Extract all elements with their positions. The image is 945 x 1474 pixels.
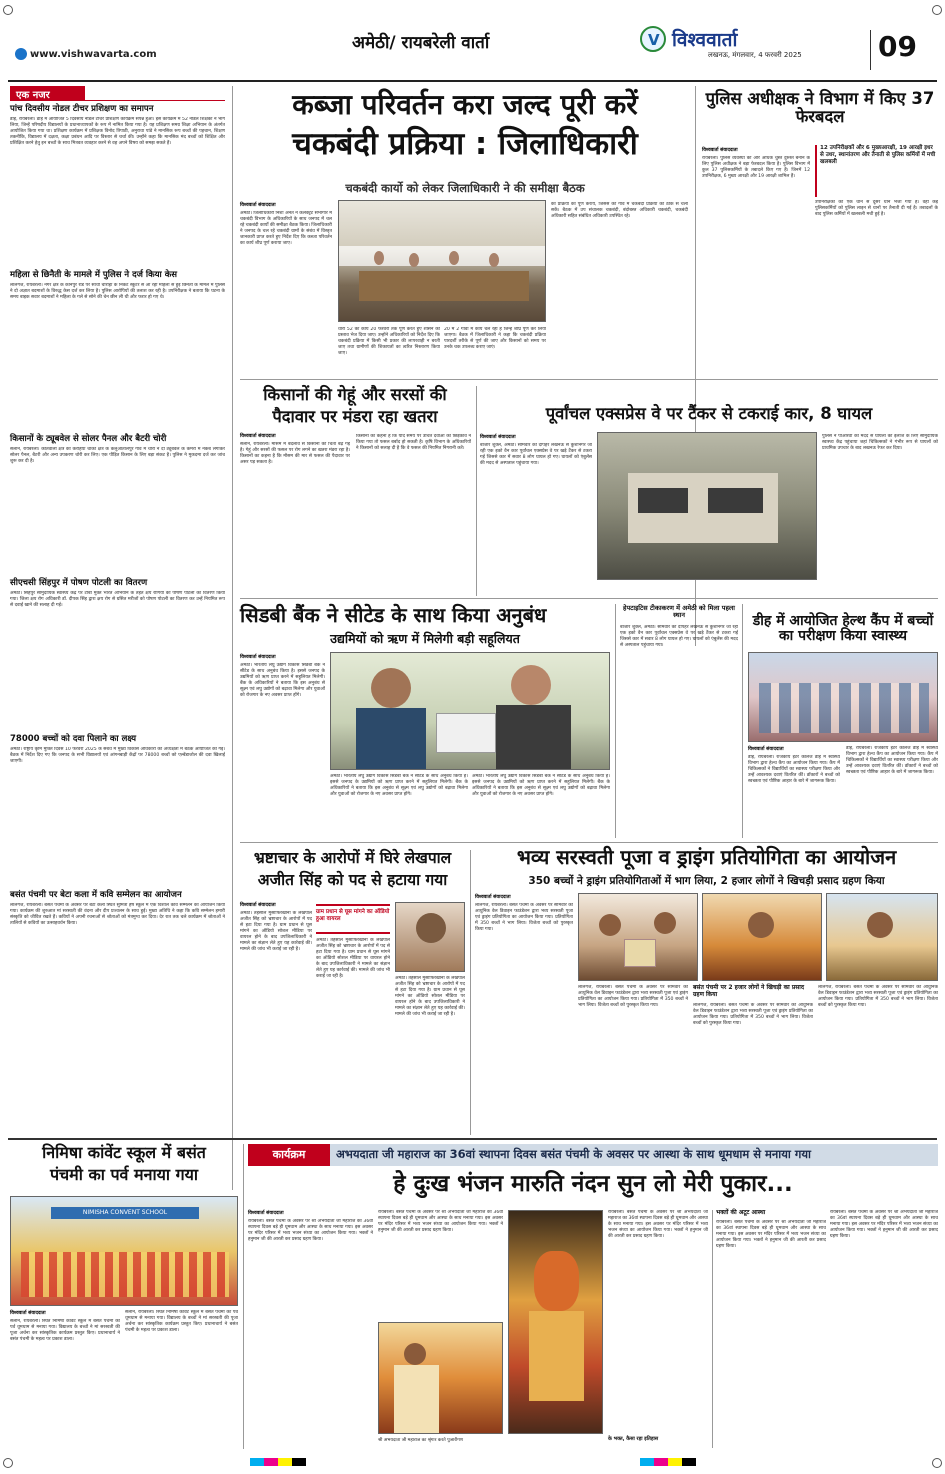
program-body: रायबरेली। बसंत पंचमी के अवसर पर श्री अभयदाता जी महाराज का 36वां स्थापना दिवस बड़े ही धूमधाम और आस्था के साथ मनाया गया। इस अवसर पर मंदिर परिसर में भव्य भजन संध्या का आयोजन किया गया। भक्तों ने हनुमान जी की आरती कर प्रसाद ग्रहण किया। <box>830 1210 938 1239</box>
health-camp-photo <box>748 652 938 742</box>
sidebar-item-body: लालगंज, रायबरेली। नगर क्षेत्र के कानपुर रोड पर साथी चौराहा के निकट स्कूटर से आ रही महिला से हुई छिनैती के मामले में पुलिस ने दो अज्ञात बदमाशों के विरुद्ध केस दर्ज कर लिया है। पुलिस आरोपियों की तलाश कर रही है। उपनिरीक्षक ने बताया कि घटना के समय बाइक सवार बदमाशों ने महिला के गले से सोने की चेन छीन ली थी और फरार हो गए थे। <box>10 283 225 300</box>
sidebar-item-title: 78000 बच्चों को दवा पिलाने का लक्ष्य <box>10 734 137 744</box>
program-side-title: भक्तों की अटूट आस्था <box>716 1209 766 1216</box>
color-bar <box>278 1458 292 1466</box>
hanuman-idol-photo <box>508 1210 603 1434</box>
corruption-pullquote: ग्राम प्रधान से घूस मांगने का ऑडियो हुआ वायरल <box>316 904 390 934</box>
registration-mark <box>3 1458 13 1468</box>
program-body: रायबरेली। बसंत पंचमी के अवसर पर श्री अभयदाता जी महाराज का 36वां स्थापना दिवस बड़े ही धूमधाम और आस्था के साथ मनाया गया। इस अवसर पर मंदिर परिसर में भव्य भजन संध्या का आयोजन किया गया। भक्तों ने हनुमान जी की आरती कर प्रसाद ग्रहण किया। <box>716 1220 826 1249</box>
lead-subheadline: चकबंदी कार्यो को लेकर जिलाधिकारी ने की समीक्षा बैठक <box>345 181 585 195</box>
sidebar-label-rule <box>85 100 225 101</box>
sidebar-item-body: अमेठी। राष्ट्रीय कृमि मुक्ति दिवस 10 फरवरी 2025 के संबंध में मुख्य विकास अधिकारी की अध्यक्षता में बैठक आयोजित की गई। बैठक में निर्देश दिए गए कि जनपद के सभी विद्यालयों एवं आंगनबाड़ी केंद्रों पर 78000 बच्चों को एल्बेंडाजोल की दवा खिलाई जाएगी। <box>10 747 225 764</box>
globe-icon <box>15 48 27 60</box>
sidebar-label: एक नजर <box>16 90 50 101</box>
section-rule <box>240 598 938 599</box>
lekhpal-photo <box>395 902 465 972</box>
column-divider <box>243 1144 244 1449</box>
sidebar-item-title: बसंत पंचमी पर बेटा कला में कवि सम्मेलन का आयोजन <box>10 890 182 900</box>
byline: विश्ववार्ता संवाददाता <box>748 747 784 752</box>
header-rule <box>8 80 937 82</box>
program-body: रायबरेली। बसंत पंचमी के अवसर पर श्री अभयदाता जी महाराज का 36वां स्थापना दिवस बड़े ही धूमधाम और आस्था के साथ मनाया गया। इस अवसर पर मंदिर परिसर में भव्य भजन संध्या का आयोजन किया गया। भक्तों ने हनुमान जी की आरती कर प्रसाद ग्रहण किया। <box>248 1219 373 1242</box>
sidebar-item-body: सलोन, रायबरेली। कोतवाली क्षेत्र की करहिया चौकी क्षेत्र के कलुआतालपुर गांव में चोरों ने दो ट्यूबवेल के कमरों में नकब लगाकर सोलर पैनल, बैटरी और अन्य उपकरण चोरी कर लिए। एक पीड़ित किसान के लिए बड़ा संकट है। पुलिस ने मुकदमा दर्ज कर जांच शुरू कर दी है। <box>10 447 225 464</box>
color-bar <box>264 1458 278 1466</box>
corruption-headline: अजीत सिंह को पद से हटाया गया <box>257 871 448 889</box>
expressway-headline: पूर्वांचल एक्सप्रेस वे पर टैंकर से टकराई कार, 8 घायल <box>545 404 873 423</box>
program-caption: श्री अभयदाता जी महाराज का श्रृंगार करते पुजारीगण <box>378 1438 464 1443</box>
program-body: रायबरेली। बसंत पंचमी के अवसर पर श्री अभयदाता जी महाराज का 36वां स्थापना दिवस बड़े ही धूमधाम और आस्था के साथ मनाया गया। इस अवसर पर मंदिर परिसर में भव्य भजन संध्या का आयोजन किया गया। भक्तों ने हनुमान जी की आरती कर प्रसाद ग्रहण किया। <box>378 1210 503 1233</box>
lead-body: धारा 52 का कार्य 20 फरवरी तक पूर्ण करते हुए शासन को प्रस्ताव भेज दिया जाए। उन्होंने अधिकारियों को निर्देश दिए कि चकबंदी प्रक्रिया में किसी भी प्रकार की लापरवाही न बरती जाए तथा ग्रामीणों की शिकायतों का त्वरित निस्तारण किया जाए। <box>338 327 440 356</box>
sidebar-item-body: लालगंज, रायबरेली। बसंत पंचमी के अवसर पर बेटा कला स्थित सुमित्रा हर्ष स्कूल में एक विशाल कवि सम्मेलन का आयोजन किया गया। कार्यक्रम की शुरुआत मां सरस्वती की वंदना और दीप प्रज्वलन के साथ हुई। मुख्य अतिथि ने कहा कि कवि सम्मेलन हमारी संस्कृति को जीवित रखते हैं। कवियों ने अपनी रचनाओं से श्रोताओं को मंत्रमुग्ध कर दिया। देर रात तक चले कार्यक्रम में श्रोताओं ने तालियों से कवियों का उत्साहवर्धन किया। <box>10 903 225 926</box>
byline: विश्ववार्ता संवाददाता <box>240 203 276 208</box>
sidebar-item-body: डीह, रायबरेली। डीह में आयोजित 5 दिवसीय नोडल टीचर प्रशिक्षण कार्यक्रम संपन्न हुआ। इस कार्यक्रम में 52 नोडल शिक्षकों ने भाग लिया, जिन्हें परिषदीय विद्यालयों के प्रधानाध्यापकों के रूप में नामित किया गया है। यह प्रशिक्षण समग्र शिक्षा अभियान के अंतर्गत आयोजित किया गया था। प्रशिक्षण कार्यक्रम में प्रशिक्षक विनोद त्रिपाठी, अनुराधा पांडे ने मानसिक रूप बच्चों की पहचान, शिक्षण तकनीकि, विद्यालय में दक्षता, कक्षा प्रबंधन आदि पर विस्तार से चर्चा की। उन्होंने कहा कि मानसिक मंद बच्चों को शिक्षित और प्रशिक्षित करने हेतु इन बच्चों के साथ मित्रवत व्यवहार करने से वह अपने विषय को समझ सकते हैं। <box>10 117 225 146</box>
saraswati-body: लालगंज, रायबरेली। बसंत पंचमी के अवसर पर सोमवार को आधुनिक वेल डिवाइन फाउंडेशन द्वारा भव्य सरस्वती पूजा एवं ड्राइंग प्रतियोगिता का आयोजन किया गया। प्रतियोगिता में 350 बच्चों ने भाग लिया। विजेता बच्चों को पुरस्कृत किया गया। <box>475 903 573 932</box>
program-label: कार्यक्रम <box>248 1144 330 1166</box>
color-bar <box>250 1458 264 1466</box>
sidebar-item-title: सीएचसी सिंहपुर में पोषण पोटली का वितरण <box>10 578 148 588</box>
column-divider <box>476 386 477 596</box>
sidbi-subheadline: उद्यमियों को ऋण में मिलेगी बड़ी सहूलियत <box>330 631 520 646</box>
corruption-body: अमेठी। तहसील मुसाफिरखाना के लेखपाल अजीत सिंह को भ्रष्टाचार के आरोपों में पद से हटा दिया गया है। ग्राम प्रधान से घूस मांगने का ऑडियो सोशल मीडिया पर वायरल होने के बाद उपजिलाधिकारी ने मामले का संज्ञान लेते हुए यह कार्रवाई की। मामले की जांच भी कराई जा रही है। <box>395 976 465 1017</box>
registration-mark <box>3 5 13 15</box>
sidebar-item-title: किसानों के ट्यूबवेल से सोलर पैनल और बैटरी चोरी <box>10 434 167 444</box>
program-strip <box>248 1144 938 1166</box>
police-body: उपनिरीक्षकों को एक थाने से दूसरे थाने भेजा गया है। वहीं कई पुलिसकर्मियों को पुलिस लाइन से थानों पर तैनाती दी गई है। तबादलों के बाद पुलिस कर्मियों में खलबली मची हुई है। <box>815 200 938 217</box>
accident-photo <box>597 432 817 580</box>
corruption-headline: भ्रष्टाचार के आरोपों में घिरे लेखपाल <box>253 849 452 867</box>
sidbi-body: अमेठी। भारतीय लघु उद्योग विकास सिडबी बैंक ने सीटेड के साथ अनुबंध किया है। इससे जनपद के उद्यमियों को ऋण प्राप्त करने में सहूलियत मिलेगी। बैंक के अधिकारियों ने बताया कि इस अनुबंध से सूक्ष्म एवं लघु उद्योगों को बढ़ावा मिलेगा और युवाओं को रोजगार के नए अवसर प्राप्त होंगे। <box>330 774 468 797</box>
nimisha-banner: NIMISHA CONVENT SCHOOL <box>51 1207 199 1219</box>
expressway-body: बाजार शुक्ल, अमेठी। सोमवार को दोपहर लखनऊ से कुशीनगर जा रही एक इको वैन कार पूर्वांचल एक्सप्रेस वे पर खड़े टैंकर से टकरा गई जिससे कार में सवार 8 लोग घायल हो गए। घायलों को एंबुलेंस की मदद से अस्पताल पहुंचाया गया। <box>480 443 592 466</box>
saraswati-body: लालगंज, रायबरेली। बसंत पंचमी के अवसर पर सोमवार को आधुनिक वेल डिवाइन फाउंडेशन द्वारा भव्य सरस्वती पूजा एवं ड्राइंग प्रतियोगिता का आयोजन किया गया। प्रतियोगिता में 350 बच्चों ने भाग लिया। विजेता बच्चों को पुरस्कृत किया गया। <box>818 985 938 1008</box>
police-highlight: 12 उपनिरीक्षकों और 6 मुख्यआरक्षी, 19 आरक्षी इधर से उधर, स्थानांतरण और तैनाती से पुलिस कर्मियों में मची खलबली <box>815 145 938 197</box>
saraswati-subheadline: 350 बच्चों ने ड्राइंग प्रतियोगिताओं में भाग लिया, 2 हजार लोगों ने खिचड़ी प्रसाद ग्रहण किया <box>528 875 885 887</box>
lead-headline: चकबंदी प्रक्रिया : जिलाधिकारी <box>292 126 638 162</box>
section-rule <box>8 1138 937 1140</box>
color-bar <box>654 1458 668 1466</box>
lead-headline: कब्जा परिवर्तन करा जल्द पूरी करें <box>292 88 638 121</box>
saraswati-headline: भव्य सरस्वती पूजा व ड्राइंग प्रतियोगिता का आयोजन <box>516 845 897 869</box>
prize-photo <box>578 893 698 981</box>
farmers-body: सलोन, रायबरेली। मौसम में बदलाव से किसानों की चिंता बढ़ गई है। गेहूं और सरसों की फसल पर रोग लगने का खतरा मंडरा रहा है। किसानों का कहना है कि मौसम की मार से फसल की पैदावार पर असर पड़ सकता है। <box>240 442 350 465</box>
section-rule <box>240 379 938 380</box>
byline: विश्ववार्ता संवाददाता <box>240 655 276 660</box>
prize-photo <box>702 893 822 981</box>
website-url[interactable]: www.vishwavarta.com <box>30 49 157 60</box>
color-bar <box>292 1458 306 1466</box>
registration-mark <box>932 1458 942 1468</box>
nimisha-headline: निमिषा कांवेंट स्कूल में बसंत <box>42 1143 206 1162</box>
police-body: रायबरेली। पुलिस व्यवस्था को और अधिक चुस्त दुरुस्त बनाने के लिए पुलिस अधीक्षक ने बड़ा फेरबदल किया है। पुलिस विभाग में कुल 37 पुलिसकर्मियों के तबादले किए गए हैं। जिनमें 12 उपनिरीक्षक, 6 मुख्य आरक्षी और 19 आरक्षी शामिल हैं। <box>702 156 810 179</box>
section-rule <box>240 842 938 843</box>
lead-body: की प्रक्रिया को पूर्ण करायें, जिससे की गांव में चकबंदी प्रक्रिया को ठीक से चला सकें। बैठक में उप संचालक चकबंदी, बंदोबस्त अधिकारी चकबंदी, चकबंदी अधिकारी सहित संबंधित अधिकारी उपस्थित रहे। <box>551 202 688 219</box>
expressway-body: पुलिस ने पीआरवी की मदद से घायलों को इलाज के लिए सामुदायिक स्वास्थ्य केंद्र पहुंचाया जहां चिकित्सकों ने गंभीर रूप से घायलों को प्राथमिक उपचार के बाद लखनऊ रेफर कर दिया। <box>822 434 938 451</box>
nimisha-photo <box>10 1196 238 1306</box>
nimisha-body: सलोन, रायबरेली। स्थित निमिषा कांवेंट स्कूल में बसंत पंचमी का पर्व धूमधाम से मनाया गया। विद्यालय के बच्चों ने मां सरस्वती की पूजा अर्चना कर सांस्कृतिक कार्यक्रम प्रस्तुत किए। प्रधानाचार्य ने बसंत पंचमी के महत्व पर प्रकाश डाला। <box>10 1319 120 1342</box>
color-bar <box>682 1458 696 1466</box>
column-divider <box>232 86 233 1190</box>
program-headline: हे दुःख भंजन मारुति नंदन सुन लो मेरी पुकार... <box>393 1171 793 1197</box>
sidbi-photo <box>330 652 610 770</box>
program-strip-text: अभयदाता जी महाराज का 36वां स्थापना दिवस बसंत पंचमी के अवसर पर आस्था के साथ धूमधाम से मनाया गया <box>336 1147 812 1161</box>
prize-photo <box>826 893 938 981</box>
header-divider <box>870 30 871 70</box>
column-divider <box>470 850 471 1135</box>
sidebar-item-title: पांच दिवसीय नोडल टीचर प्रशिक्षण का समापन <box>10 104 154 114</box>
hepatitis-caption: हेपटाइटिस टीकाकरण में अमेठी को मिला पहला स्थान <box>623 604 735 620</box>
dateline: लखनऊ, मंगलवार, 4 फरवरी 2025 <box>708 51 802 59</box>
health-headline: डीह में आयोजित हेल्थ कैंप में बच्चों का परीक्षण किया स्वास्थ्य <box>752 613 934 645</box>
sidebar-item-body: अमेठी। सिंहपुर सामुदायिक स्वास्थ्य केंद्र पर टीबी मुक्त भारत अभियान के तहत क्षय रोगियों को पोषण पोटली का वितरण किया गया। जिला क्षय रोग अधिकारी डॉ. दीपक सिंह द्वारा क्षय रोग से ग्रसित मरीजों को पोषण पोटली का वितरण कर उन्हें नियमित रूप से दवाई खाने की सलाह दी गई। <box>10 591 225 608</box>
health-body: डीह, रायबरेली। राजकीय इंटर कॉलेज डीह में स्वास्थ्य विभाग द्वारा हेल्थ कैंप का आयोजन किया गया। कैंप में चिकित्सकों ने विद्यार्थियों का स्वास्थ्य परीक्षण किया और उन्हें आवश्यक दवाएं वितरित कीं। डॉक्टरों ने बच्चों को स्वच्छता एवं पौष्टिक आहार के बारे में जागरूक किया। <box>846 746 938 775</box>
lead-body: 20 में 2 गांवों में कार्य चल रहा है जिन्हें शीघ्र पूर्ण कर लिया जाएगा। बैठक में जिलाधिकारी ने कहा कि चकबंदी प्रक्रिया पारदर्शी तरीके से पूर्ण की जाए और किसानों को समय पर उनके चक उपलब्ध कराए जाएं। <box>444 327 546 350</box>
sidebar <box>10 86 225 1190</box>
brand-logo: V <box>640 26 666 52</box>
byline: विश्ववार्ता संवाददाता <box>240 903 276 908</box>
police-headline: पुलिस अधीक्षक ने विभाग में किए 37 फेरबदल <box>705 89 935 127</box>
byline: विश्ववार्ता संवाददाता <box>248 1211 284 1216</box>
nimisha-body: सलोन, रायबरेली। स्थित निमिषा कांवेंट स्कूल में बसंत पंचमी का पर्व धूमधाम से मनाया गया। विद्यालय के बच्चों ने मां सरस्वती की पूजा अर्चना कर सांस्कृतिक कार्यक्रम प्रस्तुत किए। प्रधानाचार्य ने बसंत पंचमी के महत्व पर प्रकाश डाला। <box>125 1310 238 1333</box>
column-divider <box>615 604 616 838</box>
sidbi-headline: सिडबी बैंक ने सीटेड के साथ किया अनुबंध <box>240 603 547 627</box>
sidebar-label-box <box>10 86 85 101</box>
saraswati-body: लालगंज, रायबरेली। बसंत पंचमी के अवसर पर सोमवार को आधुनिक वेल डिवाइन फाउंडेशन द्वारा भव्य सरस्वती पूजा एवं ड्राइंग प्रतियोगिता का आयोजन किया गया। प्रतियोगिता में 350 बच्चों ने भाग लिया। विजेता बच्चों को पुरस्कृत किया गया। <box>693 1003 813 1026</box>
byline: विश्ववार्ता संवाददाता <box>475 895 511 900</box>
registration-mark <box>932 5 942 15</box>
nimisha-headline: पंचमी का पर्व मनाया गया <box>49 1165 199 1184</box>
farmers-headline: पैदावार पर मंडरा रहा खतरा <box>272 407 438 426</box>
byline: विश्ववार्ता संवाददाता <box>240 434 276 439</box>
corruption-body: अमेठी। तहसील मुसाफिरखाना के लेखपाल अजीत सिंह को भ्रष्टाचार के आरोपों में पद से हटा दिया गया है। ग्राम प्रधान से घूस मांगने का ऑडियो सोशल मीडिया पर वायरल होने के बाद उपजिलाधिकारी ने मामले का संज्ञान लेते हुए यह कार्रवाई की। मामले की जांच भी कराई जा रही है। <box>240 911 312 952</box>
saraswati-caption: बसंत पंचमी पर 2 हजार लोगों ने खिचड़ी का प्रसाद ग्रहण किया <box>693 984 805 998</box>
saraswati-body: लालगंज, रायबरेली। बसंत पंचमी के अवसर पर सोमवार को आधुनिक वेल डिवाइन फाउंडेशन द्वारा भव्य सरस्वती पूजा एवं ड्राइंग प्रतियोगिता का आयोजन किया गया। प्रतियोगिता में 350 बच्चों ने भाग लिया। विजेता बच्चों को पुरस्कृत किया गया। <box>578 985 688 1008</box>
expressway-body: बाजार शुक्ल, अमेठी। सोमवार को दोपहर लखनऊ से कुशीनगर जा रही एक इको वैन कार पूर्वांचल एक्सप्रेस वे पर खड़े टैंकर से टकरा गई जिससे कार में सवार 8 लोग घायल हो गए। घायलों को एंबुलेंस की मदद से अस्पताल पहुंचाया गया। <box>620 625 738 648</box>
program-body: रायबरेली। बसंत पंचमी के अवसर पर श्री अभयदाता जी महाराज का 36वां स्थापना दिवस बड़े ही धूमधाम और आस्था के साथ मनाया गया। इस अवसर पर मंदिर परिसर में भव्य भजन संध्या का आयोजन किया गया। भक्तों ने हनुमान जी की आरती कर प्रसाद ग्रहण किया। <box>608 1210 708 1239</box>
corruption-body: अमेठी। तहसील मुसाफिरखाना के लेखपाल अजीत सिंह को भ्रष्टाचार के आरोपों में पद से हटा दिया गया है। ग्राम प्रधान से घूस मांगने का ऑडियो सोशल मीडिया पर वायरल होने के बाद उपजिलाधिकारी ने मामले का संज्ञान लेते हुए यह कार्रवाई की। मामले की जांच भी कराई जा रही है। <box>316 938 390 979</box>
meeting-photo <box>338 200 546 322</box>
farmers-headline: किसानों की गेहूं और सरसों की <box>263 385 447 404</box>
color-bar <box>640 1458 654 1466</box>
priest-photo <box>378 1322 503 1434</box>
sidbi-body: अमेठी। भारतीय लघु उद्योग विकास सिडबी बैंक ने सीटेड के साथ अनुबंध किया है। इससे जनपद के उद्यमियों को ऋण प्राप्त करने में सहूलियत मिलेगी। बैंक के अधिकारियों ने बताया कि इस अनुबंध से सूक्ष्म एवं लघु उद्योगों को बढ़ावा मिलेगा और युवाओं को रोजगार के नए अवसर प्राप्त होंगे। <box>472 774 610 797</box>
farmers-body: किसानों का कहना है कि यदि समय पर उचित दवाओं का छिड़काव न किया गया तो फसल बर्बाद हो सकती है। कृषि विभाग के अधिकारियों ने किसानों को सलाह दी है कि वे फसल की नियमित निगरानी करें। <box>356 434 471 451</box>
byline: विश्ववार्ता संवाददाता <box>702 148 738 153</box>
page-number: 09 <box>878 30 917 63</box>
program-caption: के भक्त, कैसा रहा इतिहास <box>608 1436 659 1442</box>
column-divider <box>712 1210 713 1448</box>
section-title: अमेठी/ रायबरेली वार्ता <box>352 33 490 53</box>
byline: विश्ववार्ता संवाददाता <box>480 435 516 440</box>
byline: विश्ववार्ता संवाददाता <box>10 1311 46 1316</box>
lead-body: अमेठी। जिलाधिकारी निशा अनंत ने कलेक्ट्रेट सभागार में चकबंदी विभाग के अधिकारियों के साथ जनपद में चल रहे चकबंदी कार्यों की समीक्षा बैठक किया। जिलाधिकारी ने जनपद के चल रहे चकबंदी ग्रामों के संबंध में विस्तृत जानकारी प्राप्त करते हुए निर्देश दिए कि कब्जा परिवर्तन का कार्य शीघ्र पूर्ण कराया जाए। <box>240 211 332 246</box>
sidebar-item-title: महिला से छिनैती के मामले में पुलिस ने दर्ज किया केस <box>10 270 177 280</box>
brand-name: विश्ववार्ता <box>672 29 738 51</box>
column-divider <box>742 604 743 838</box>
color-bar <box>668 1458 682 1466</box>
sidbi-body: अमेठी। भारतीय लघु उद्योग विकास सिडबी बैंक ने सीटेड के साथ अनुबंध किया है। इससे जनपद के उद्यमियों को ऋण प्राप्त करने में सहूलियत मिलेगी। बैंक के अधिकारियों ने बताया कि इस अनुबंध से सूक्ष्म एवं लघु उद्योगों को बढ़ावा मिलेगा और युवाओं को रोजगार के नए अवसर प्राप्त होंगे। <box>240 663 325 698</box>
health-body: डीह, रायबरेली। राजकीय इंटर कॉलेज डीह में स्वास्थ्य विभाग द्वारा हेल्थ कैंप का आयोजन किया गया। कैंप में चिकित्सकों ने विद्यार्थियों का स्वास्थ्य परीक्षण किया और उन्हें आवश्यक दवाएं वितरित कीं। डॉक्टरों ने बच्चों को स्वच्छता एवं पौष्टिक आहार के बारे में जागरूक किया। <box>748 755 840 784</box>
